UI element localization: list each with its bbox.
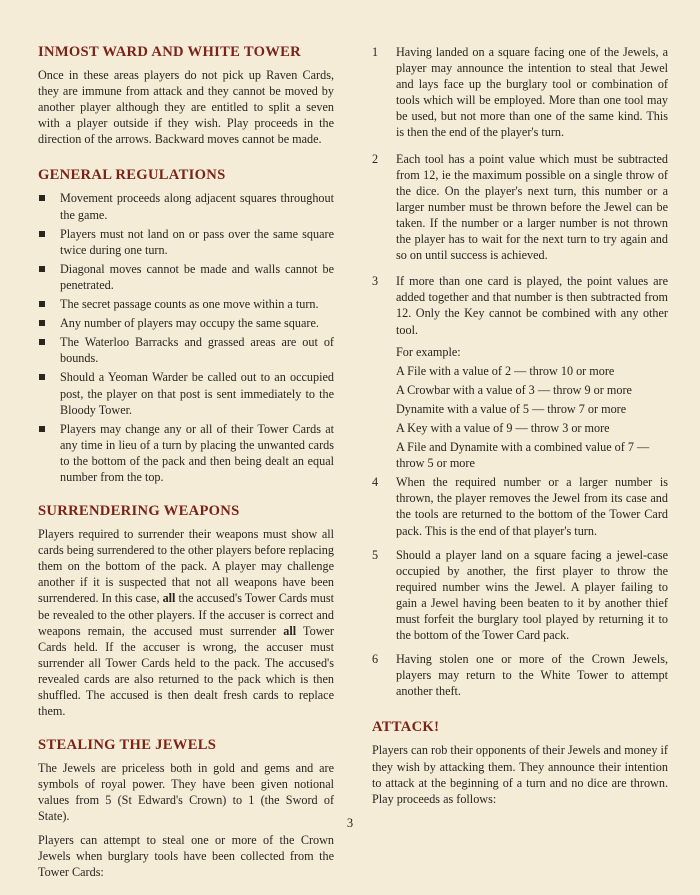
left-column: [38, 44, 334, 895]
list-item: Players may change any or all of their Tower Cards at any time in lieu of a turn by placing the unwanted cards to the bottom of the pack and then being dealt an equal number from the top.: [38, 421, 334, 485]
bullet-icon: [39, 426, 45, 432]
section-surrendering-weapons: [38, 503, 334, 719]
heading-inmost-ward: INMOST WARD AND WHITE TOWER: [38, 44, 302, 60]
heading-general-regulations: GENERAL REGULATIONS: [38, 167, 226, 184]
numbered-step: 3 If more than one card is played, the point values are added together and that number is then subtracted from 12. Only the Key cannot be combined with any other tool.: [372, 274, 668, 337]
page-number: 3: [346, 816, 354, 830]
paragraph-inmost-ward: Once in these areas players do not pick up Raven Cards, they are immune from attack and they cannot be moved by another player although they are entitled to split a seven with a player outside if they wish. Play proceeds in the direction of the arrows. Backward moves cannot be made.: [38, 68, 334, 147]
heading-surrendering-weapons: SURRENDERING WEAPONS: [38, 503, 240, 520]
paragraph-attack: Players can rob their opponents of their Jewels and money if they wish by attacking them. They announce their intention to attack at the beginning of a turn and no dice are thrown. Play proceeds as follows:: [372, 743, 668, 806]
list-item: Should a Yeoman Warder be called out to an occupied post, the player on that post is sent immediately to the Bloody Tower.: [38, 369, 334, 417]
paragraph-stealing-2: Players can attempt to steal one or more of the Crown Jewels when burglary tools have been collected from the Tower Cards:: [38, 832, 334, 879]
bullet-icon: [39, 266, 45, 272]
example-block: [372, 344, 668, 472]
example-line: A File and Dynamite with a combined value of 7 — throw 5 or more: [396, 440, 650, 471]
numbered-step: 1 Having landed on a square facing one of the Jewels, a player may announce the intention to steal that Jewel and lays face up the burglary tool or combination of tools which will be employed. More than one tool may be used, but not more than one of the same kind. This is then the end of the player's turn.: [372, 45, 668, 140]
example-line: Dynamite with a value of 5 — throw 7 or more: [396, 401, 627, 416]
list-item: Movement proceeds along adjacent squares throughout the game.: [38, 190, 334, 222]
numbered-step: 4 When the required number or a larger number is thrown, the player removes the Jewel from its case and the tools are returned to the bottom of the Tower Card pack. This is the end of that player's turn.: [372, 475, 668, 538]
heading-attack: ATTACK!: [372, 719, 440, 736]
bullet-icon: [39, 320, 45, 326]
example-line: A Crowbar with a value of 3 — throw 9 or more: [396, 382, 632, 397]
list-item: The secret passage counts as one move within a turn.: [38, 296, 334, 312]
paragraph-stealing-1: The Jewels are priceless both in gold and gems and are symbols of royal power. They have been given notional values from 5 (St Edward's Crown) to 1 (the Sword of State).: [38, 761, 334, 824]
numbered-step: 5 Should a player land on a square facing a jewel-case occupied by another, the first player to throw the required number wins the Jewel. A player failing to gain a Jewel having been beaten to it by another thief must forfeit the burglary tool played by returning it to the bottom of the Tower Card pack.: [372, 547, 668, 643]
section-inmost-ward: [38, 44, 334, 147]
regulations-list: [38, 190, 334, 485]
example-intro: For example:: [396, 344, 461, 359]
right-column: [372, 44, 668, 807]
section-attack: [372, 719, 668, 806]
bullet-icon: [39, 374, 45, 380]
list-item: Any number of players may occupy the same square.: [38, 315, 334, 331]
paragraph-surrendering-weapons: Players required to surrender their weapons must show all cards being surrendered to the other players before replacing them on the bottom of the pack. A player may challenge another if it is suspected that not all weapons have been surrendered. In this case, all the accused's Tower Cards must be revealed to the other players. If the accuser is correct and weapons remain, the accused must surrender all Tower Cards held. If the accuser is wrong, the accuser must surrender all Tower Cards held to the pack. The accused's revealed cards are also returned to the pack which is then shuffled. The accused is then dealt fresh cards to replace them.: [38, 527, 334, 719]
bullet-icon: [39, 195, 45, 201]
list-item: Diagonal moves cannot be made and walls cannot be penetrated.: [38, 261, 334, 293]
list-item: The Waterloo Barracks and grassed areas are out of bounds.: [38, 334, 334, 366]
section-stealing-jewels: [38, 737, 334, 880]
example-line: A Key with a value of 9 — throw 3 or more: [396, 420, 610, 435]
list-item: Players must not land on or pass over the same square twice during one turn.: [38, 226, 334, 258]
heading-stealing-jewels: STEALING THE JEWELS: [38, 737, 217, 754]
example-line: A File with a value of 2 — throw 10 or more: [396, 363, 615, 378]
bullet-icon: [39, 301, 45, 307]
numbered-step: 6 Having stolen one or more of the Crown Jewels, players may return to the White Tower to attempt another theft.: [372, 652, 668, 699]
numbered-step: 2 Each tool has a point value which must be subtracted from 12, ie the maximum possible on a single throw of the dice. On the player's next turn, this number or a larger number must be thrown before the Jewel can be taken. If the number or a larger number is not thrown the player has to wait for the next turn to try again and so on until success is achieved.: [372, 151, 668, 263]
section-general-regulations: [38, 167, 334, 485]
bullet-icon: [39, 231, 45, 237]
bullet-icon: [39, 339, 45, 345]
